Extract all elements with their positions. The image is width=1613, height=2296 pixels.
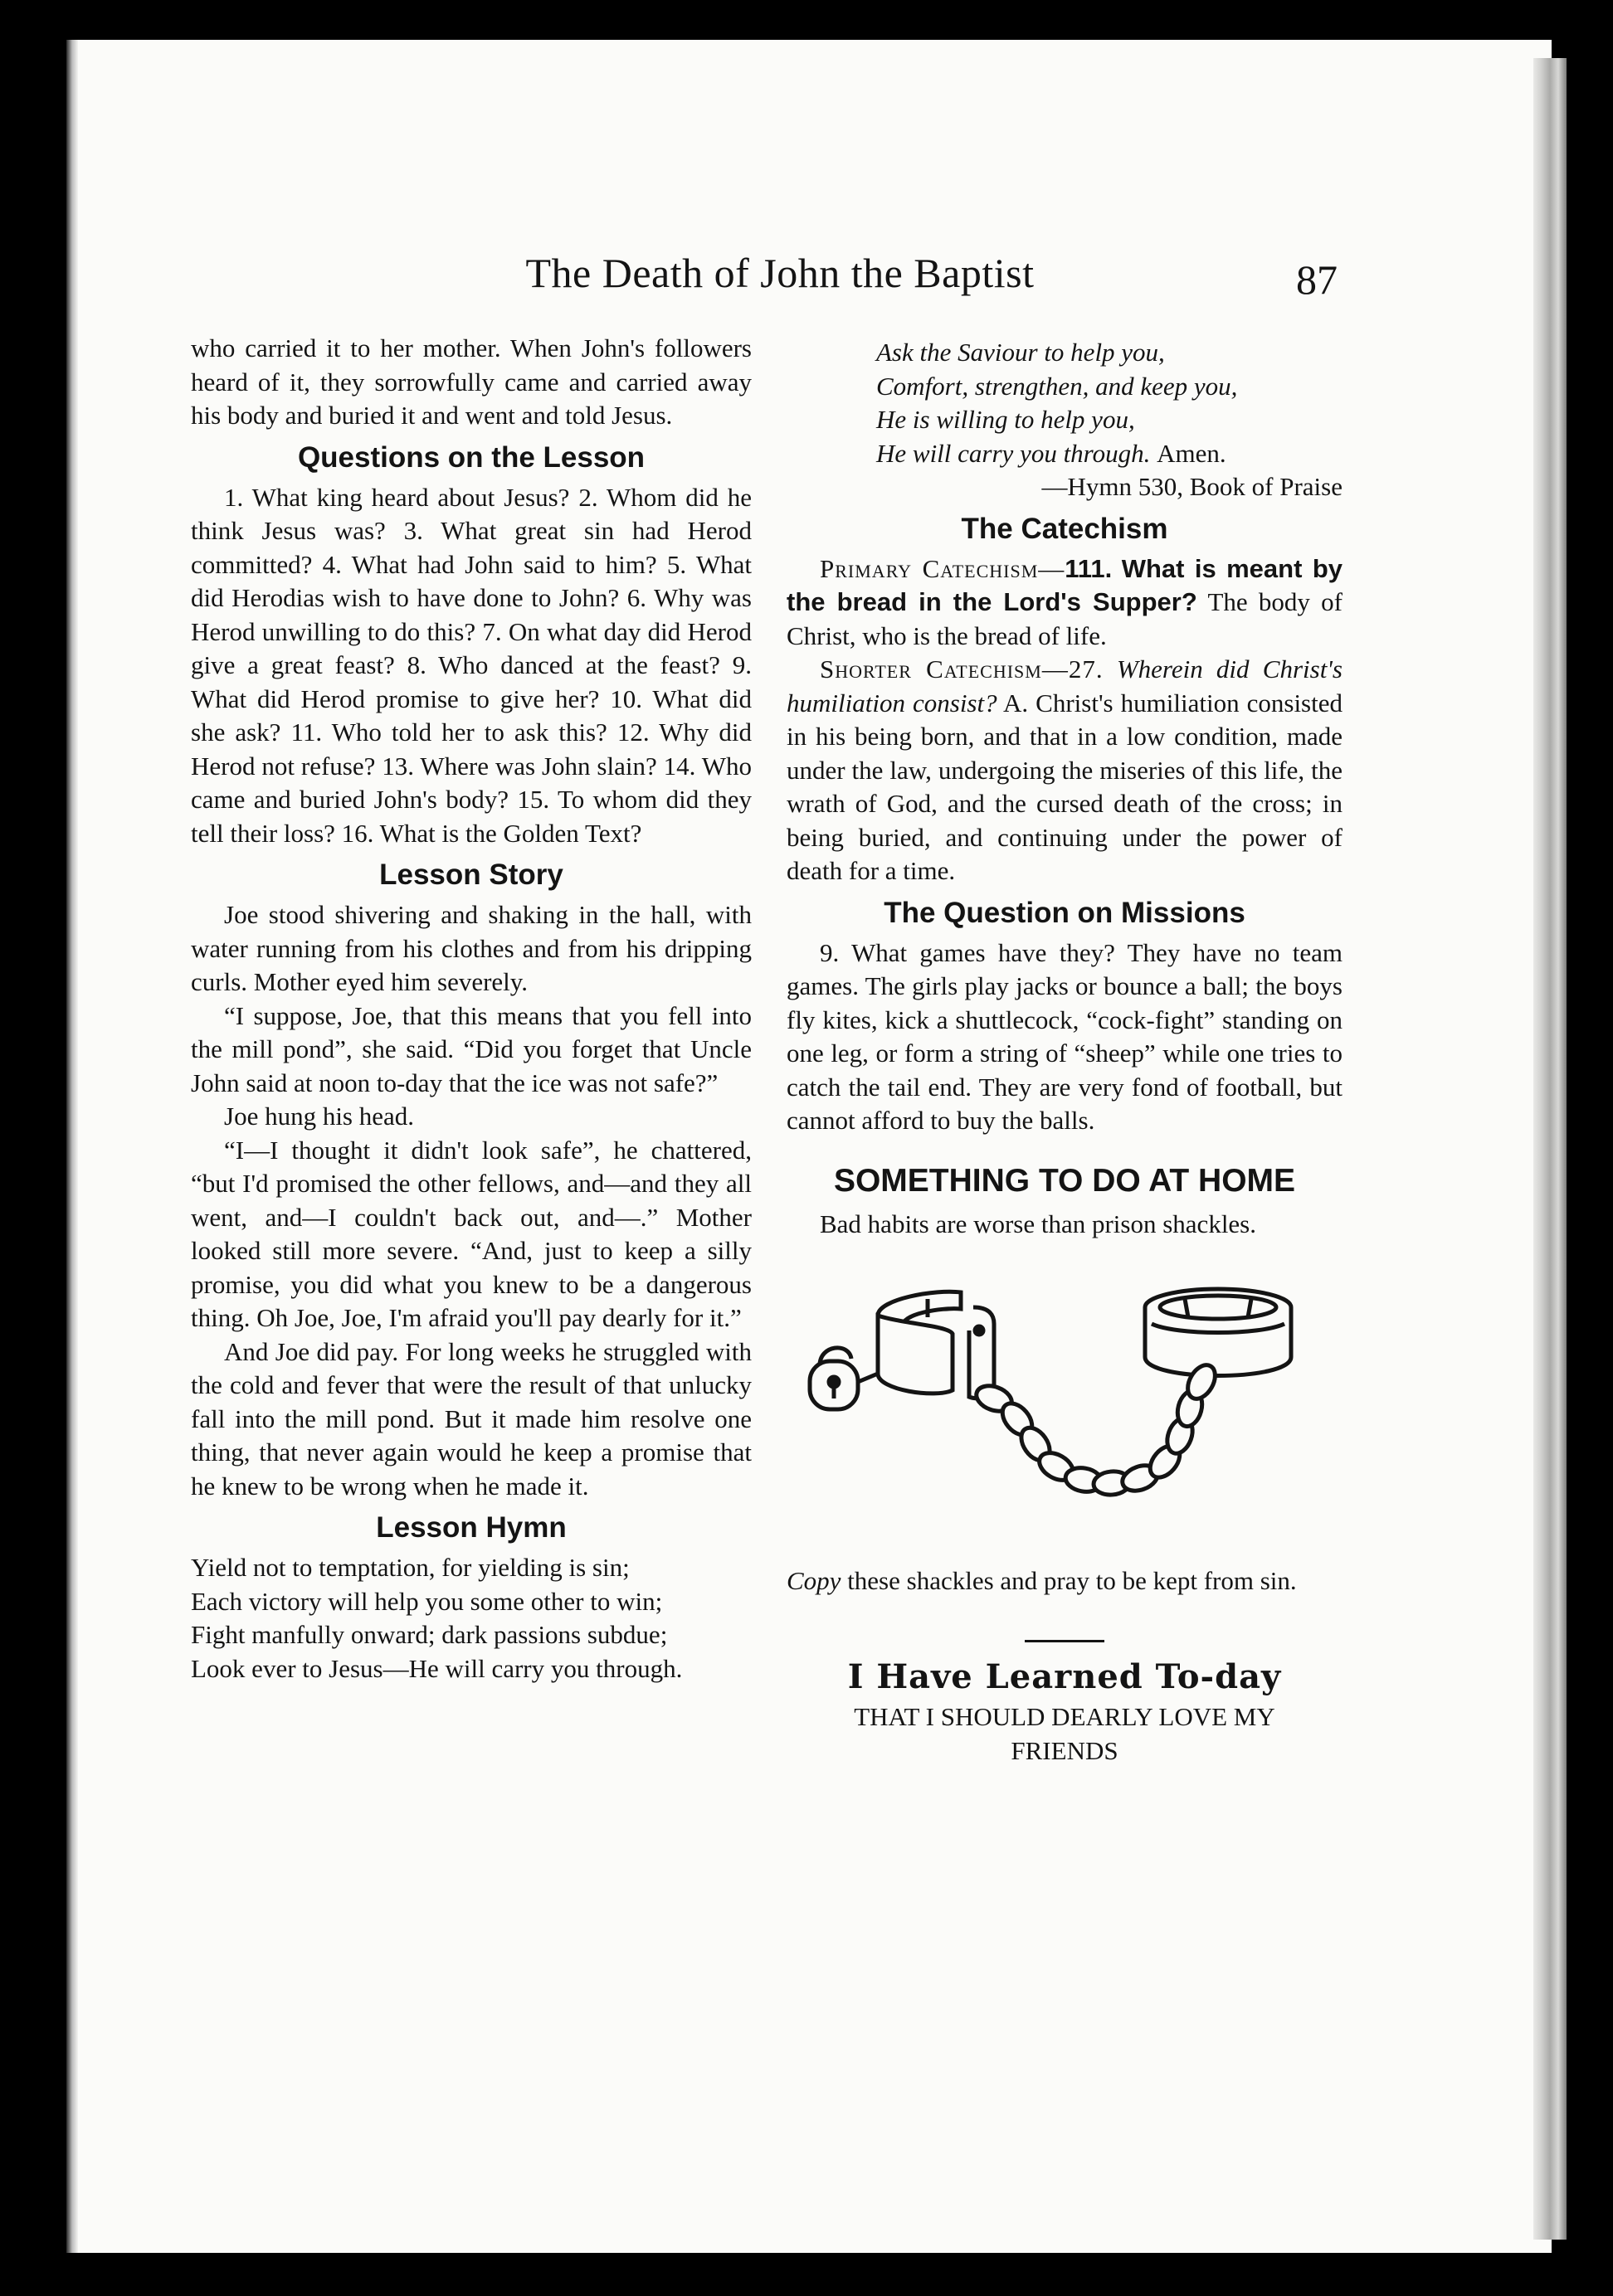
learned-today-text: THAT I SHOULD DEARLY LOVE MY FRIENDS (854, 1702, 1275, 1765)
hymn-line: Look ever to Jesus—He will carry you through. (191, 1653, 683, 1683)
primary-catechism-answer: The body of Christ, who is the bread of life. (787, 587, 1343, 650)
hymn-line: Yield not to temptation, for yielding is sin; (191, 1553, 630, 1582)
primary-catechism-question: What is meant by the bread in the Lord's Supper? (787, 553, 1343, 616)
section-divider (1025, 1640, 1104, 1642)
poem-last-line: He will carry you through. (876, 438, 1151, 468)
primary-catechism-number: 111. (1065, 553, 1113, 583)
shorter-catechism-question: Wherein did Christ's humiliation consist? (787, 654, 1343, 718)
poem-line: He is willing to help you, (876, 405, 1135, 434)
shorter-catechism-label: Shorter Catechism—27. (820, 654, 1104, 683)
story-paragraph-2: “I suppose, Joe, that this means that you fell into the mill pond”, she said. “Did you forget that Uncle John said at noon to-day that the ice was not safe?” (191, 1000, 752, 1097)
intro-paragraph: who carried it to her mother. When John's followers heard of it, they sorrowfully came and carried away his body and buried it and went and told Jesus. (191, 333, 752, 430)
page-number: 87 (1296, 256, 1338, 303)
hymn-poem (787, 336, 1343, 470)
story-paragraph-3: Joe hung his head. (224, 1102, 415, 1131)
story-paragraph-1: Joe stood shivering and shaking in the hall, with water running from his clothes and from his dripping curls. Mother eyed him severely. (191, 900, 752, 996)
left-column (191, 332, 752, 1686)
questions-heading: Questions on the Lesson (297, 440, 646, 474)
story-paragraph-5: And Joe did pay. For long weeks he struggled with the cold and fever that were the result of that unlucky fall into the mill pond. But it made him resolve one thing, that never again would he keep a promise that he knew to be wrong when he made it. (191, 1336, 752, 1501)
poem-line: Comfort, strengthen, and keep you, (876, 371, 1238, 401)
learned-today-heading: I Have Learned To-day (847, 1656, 1282, 1696)
shackles-chain-illustration (787, 1266, 1318, 1515)
right-column (787, 336, 1343, 1768)
copy-instruction (787, 1564, 1343, 1598)
story-paragraph-4: “I—I thought it didn't look safe”, he chattered, “but I'd promised the other fellows, and—and they all went, and—I couldn't back out, and—.” Mother looked still more severe. “And, just to keep a silly promise, you did what you knew to be a dangerous thing. Oh Joe, Joe, I'm afraid you'll pay dearly for it.” (191, 1135, 752, 1332)
poem-line: Ask the Saviour to help you, (876, 338, 1165, 367)
catechism-heading: The Catechism (961, 512, 1168, 545)
hymn-line: Each victory will help you some other to win; (191, 1586, 663, 1616)
missions-heading: The Question on Missions (884, 896, 1245, 929)
hymn-line: Fight manfully onward; dark passions subdue; (191, 1620, 668, 1649)
shorter-catechism (787, 653, 1343, 888)
questions-paragraph: 1. What king heard about Jesus? 2. Whom did he think Jesus was? 3. What great sin had Herod committed? 4. What had John said to him? 5. What did Herodias wish to have done to John? 6. Why was Herod unwilling to do this? 7. On what day did Herod give a great feast? 8. Who danced at the feast? 9. What did Herod promise to give her? 10. What did she ask? 11. Who told her to ask this? 12. Why did Herod not refuse? 13. Where was John slain? 14. Who came and buried John's body? 15. To whom did they tell their loss? 16. What is the Golden Text? (191, 482, 752, 848)
home-activity-subtitle: Bad habits are worse than prison shackles. (820, 1209, 1257, 1238)
primary-catechism-label: Primary Catechism— (820, 553, 1065, 583)
poem-line-last (787, 437, 1343, 471)
page-stack-edge (1533, 58, 1567, 2240)
page-gutter-shadow (66, 40, 78, 2253)
amen: Amen. (1157, 438, 1226, 468)
copy-instruction-text: these shackles and pray to be kept from sin. (847, 1566, 1297, 1595)
primary-catechism (787, 552, 1343, 654)
running-header-title: The Death of John the Baptist (525, 250, 1035, 296)
shorter-catechism-answer: A. Christ's humiliation consisted in his being born, and that in a low condition, made under the law, undergoing the miseries of this life, the wrath of God, and the cursed death of the cross; in being buried, and continuing under the power of death for a time. (787, 688, 1343, 885)
home-activity-heading: SOMETHING TO DO AT HOME (833, 1162, 1296, 1199)
missions-paragraph: 9. What games have they? They have no team games. The girls play jacks or bounce a ball; the boys fly kites, kick a shuttlecock, “cock-fight” standing on one leg, or form a string of “sheep” while one tries to catch the tail end. They are very fond of football, but cannot afford to buy the balls. (787, 937, 1343, 1135)
lesson-hymn-heading: Lesson Hymn (376, 1511, 567, 1544)
copy-word: Copy (787, 1566, 841, 1595)
hymn-attribution: —Hymn 530, Book of Praise (1041, 472, 1343, 501)
lesson-story-heading: Lesson Story (379, 859, 563, 891)
